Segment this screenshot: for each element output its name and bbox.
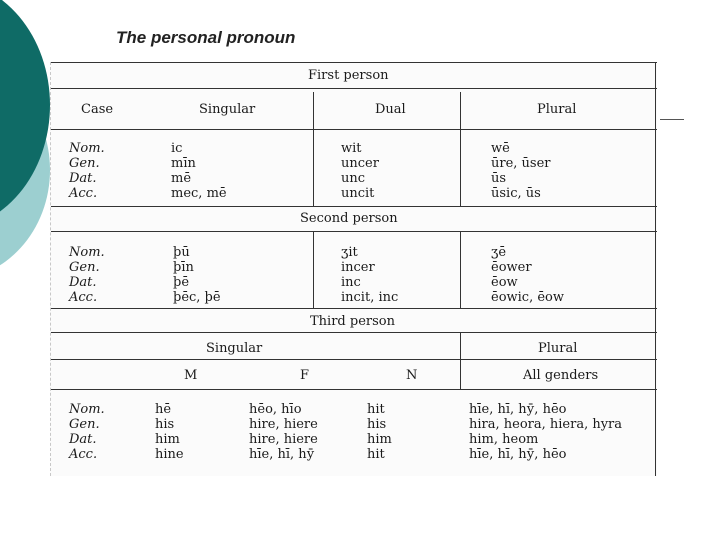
singular-header: Singular: [206, 341, 263, 356]
case-label: Gen.: [69, 260, 100, 275]
pronoun-form: ūre, ūser: [491, 156, 551, 171]
pronoun-form: hit: [367, 447, 385, 462]
case-label: Dat.: [69, 275, 97, 290]
pronoun-form: him: [155, 432, 180, 447]
pronoun-form: hīe, hī, hӯ, hēo: [469, 447, 567, 462]
margin-rule: [660, 119, 684, 120]
pronoun-form: inc: [341, 275, 361, 290]
gender-header: All genders: [523, 368, 599, 383]
pronoun-form: hire, hiere: [249, 432, 318, 447]
singular-header: Singular: [199, 102, 256, 117]
pronoun-form: hīe, hī, hӯ: [249, 447, 315, 462]
case-label: Nom.: [69, 141, 105, 156]
slide-title: The personal pronoun: [116, 28, 296, 47]
case-header: Case: [81, 102, 114, 117]
pronoun-form: hire, hiere: [249, 417, 318, 432]
pronoun-form: incer: [341, 260, 375, 275]
pronoun-form: ēow: [491, 275, 518, 290]
table-rule: [51, 62, 657, 63]
pronoun-form: þū: [173, 245, 190, 260]
pronoun-form: þēc, þē: [173, 290, 221, 305]
pronoun-form: ēower: [491, 260, 532, 275]
pronoun-form: ʒit: [341, 245, 358, 260]
column-rule: [460, 332, 461, 389]
gender-header: M: [184, 368, 198, 383]
pronoun-form: ēowic, ēow: [491, 290, 564, 305]
column-rule: [460, 231, 461, 308]
pronoun-form: hine: [155, 447, 184, 462]
case-label: Gen.: [69, 417, 100, 432]
table-rule: [51, 332, 657, 333]
table-rule: [51, 389, 657, 390]
dual-header: Dual: [375, 102, 406, 117]
pronoun-form: wit: [341, 141, 362, 156]
pronoun-form: mīn: [171, 156, 196, 171]
table-rule: [51, 359, 657, 360]
plural-header: Plural: [537, 102, 577, 117]
pronoun-form: ʒē: [491, 245, 507, 260]
pronoun-form: hit: [367, 402, 385, 417]
pronoun-form: unc: [341, 171, 366, 186]
pronoun-form: ūs: [491, 171, 507, 186]
case-label: Dat.: [69, 171, 97, 186]
case-label: Acc.: [69, 290, 98, 305]
pronoun-form: ūsic, ūs: [491, 186, 541, 201]
third-person-heading: Third person: [310, 314, 395, 329]
table-rule: [51, 231, 657, 232]
table-rule: [51, 308, 657, 309]
column-rule: [313, 92, 314, 206]
table-rule: [51, 206, 657, 207]
case-label: Dat.: [69, 432, 97, 447]
pronoun-form: him: [367, 432, 392, 447]
case-label: Nom.: [69, 402, 105, 417]
pronoun-form: ic: [171, 141, 183, 156]
first-person-heading: First person: [308, 68, 389, 83]
column-rule: [655, 62, 656, 476]
case-label: Nom.: [69, 245, 105, 260]
second-person-heading: Second person: [300, 211, 398, 226]
pronoun-form: hīe, hī, hӯ, hēo: [469, 402, 567, 417]
pronoun-form: mē: [171, 171, 192, 186]
pronoun-form: wē: [491, 141, 510, 156]
case-label: Gen.: [69, 156, 100, 171]
case-label: Acc.: [69, 186, 98, 201]
pronoun-form: incit, inc: [341, 290, 399, 305]
pronoun-form: mec, mē: [171, 186, 227, 201]
case-label: Acc.: [69, 447, 98, 462]
plural-header: Plural: [538, 341, 578, 356]
column-rule: [313, 231, 314, 308]
pronoun-form: hēo, hīo: [249, 402, 302, 417]
pronoun-form: his: [367, 417, 387, 432]
pronoun-form: þē: [173, 275, 190, 290]
table-rule: [51, 129, 657, 130]
pronoun-form: þīn: [173, 260, 194, 275]
column-rule: [460, 92, 461, 206]
pronoun-form: him, heom: [469, 432, 539, 447]
pronoun-form: his: [155, 417, 175, 432]
table-rule: [51, 88, 657, 89]
gender-header: F: [300, 368, 310, 383]
pronoun-form: uncer: [341, 156, 379, 171]
gender-header: N: [406, 368, 418, 383]
pronoun-form: uncit: [341, 186, 375, 201]
pronoun-form: hira, heora, hiera, hyra: [469, 417, 623, 432]
pronoun-table: [50, 62, 657, 476]
pronoun-form: hē: [155, 402, 172, 417]
